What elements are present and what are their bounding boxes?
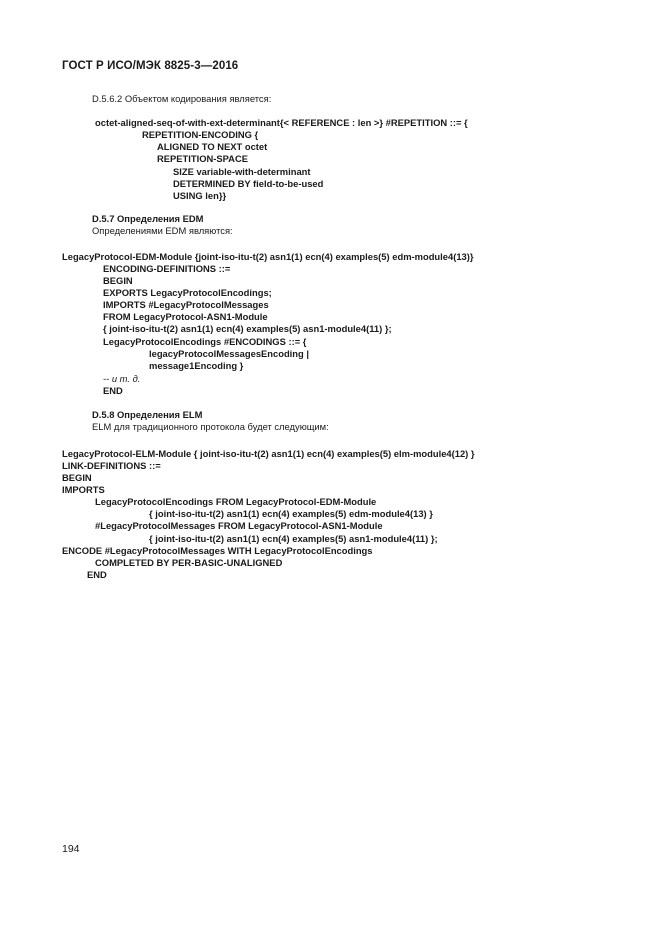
code-line: ALIGNED TO NEXT octet xyxy=(157,141,268,152)
section-d562-intro: D.5.6.2 Объектом кодирования является: xyxy=(92,93,272,104)
code-line: SIZE variable-with-determinant xyxy=(173,166,311,177)
code-line: { joint-iso-itu-t(2) asn1(1) ecn(4) examples(5) asn1-module4(11) }; xyxy=(149,533,438,544)
code-line: IMPORTS #LegacyProtocolMessages xyxy=(103,299,269,310)
code-line: { joint-iso-itu-t(2) asn1(1) ecn(4) examples(5) asn1-module4(11) }; xyxy=(103,323,392,334)
code-line: COMPLETED BY PER-BASIC-UNALIGNED xyxy=(95,557,283,568)
code-line: { joint-iso-itu-t(2) asn1(1) ecn(4) examples(5) edm-module4(13) } xyxy=(149,508,433,519)
section-d57-intro: Определениями EDM являются: xyxy=(92,225,233,236)
code-line: REPETITION-SPACE xyxy=(157,153,248,164)
code-line: #LegacyProtocolMessages FROM LegacyProtocol-ASN1-Module xyxy=(95,520,383,531)
section-d57-heading: D.5.7 Определения EDM xyxy=(92,213,204,224)
code-line: FROM LegacyProtocol-ASN1-Module xyxy=(103,311,268,322)
code-line: END xyxy=(103,385,123,396)
code-line: IMPORTS xyxy=(62,484,105,495)
code-line: legacyProtocolMessagesEncoding | xyxy=(149,348,309,359)
code-line: message1Encoding } xyxy=(149,360,244,371)
code-line: ENCODE #LegacyProtocolMessages WITH LegacyProtocolEncodings xyxy=(62,545,373,556)
page-header: ГОСТ Р ИСО/МЭК 8825-3—2016 xyxy=(62,60,239,72)
code-line: LINK-DEFINITIONS ::= xyxy=(62,460,161,471)
code-comment: -- и т. д. xyxy=(103,373,141,384)
code-line: LegacyProtocolEncodings FROM LegacyProtocol-EDM-Module xyxy=(95,496,377,507)
section-d58-intro: ELM для традиционного протокола будет следующим: xyxy=(92,421,329,432)
code-line: DETERMINED BY field-to-be-used xyxy=(173,178,324,189)
code-line: octet-aligned-seq-of-with-ext-determinant{< REFERENCE : len >} #REPETITION ::= { xyxy=(95,117,468,128)
code-line: EXPORTS LegacyProtocolEncodings; xyxy=(103,287,272,298)
code-line: BEGIN xyxy=(103,275,133,286)
code-line: REPETITION-ENCODING { xyxy=(142,129,259,140)
code-line: LegacyProtocolEncodings #ENCODINGS ::= { xyxy=(103,336,307,347)
code-line: END xyxy=(87,569,107,580)
code-line: USING len}} xyxy=(173,190,227,201)
section-d58-heading: D.5.8 Определения ELM xyxy=(92,409,203,420)
code-line: BEGIN xyxy=(62,472,92,483)
code-line: LegacyProtocol-EDM-Module {joint-iso-itu-t(2) asn1(1) ecn(4) examples(5) edm-module4(13)} xyxy=(62,251,474,262)
code-line: ENCODING-DEFINITIONS ::= xyxy=(103,263,231,274)
page-number: 194 xyxy=(62,843,80,855)
code-line: LegacyProtocol-ELM-Module { joint-iso-itu-t(2) asn1(1) ecn(4) examples(5) elm-module4(12) } xyxy=(62,448,475,459)
